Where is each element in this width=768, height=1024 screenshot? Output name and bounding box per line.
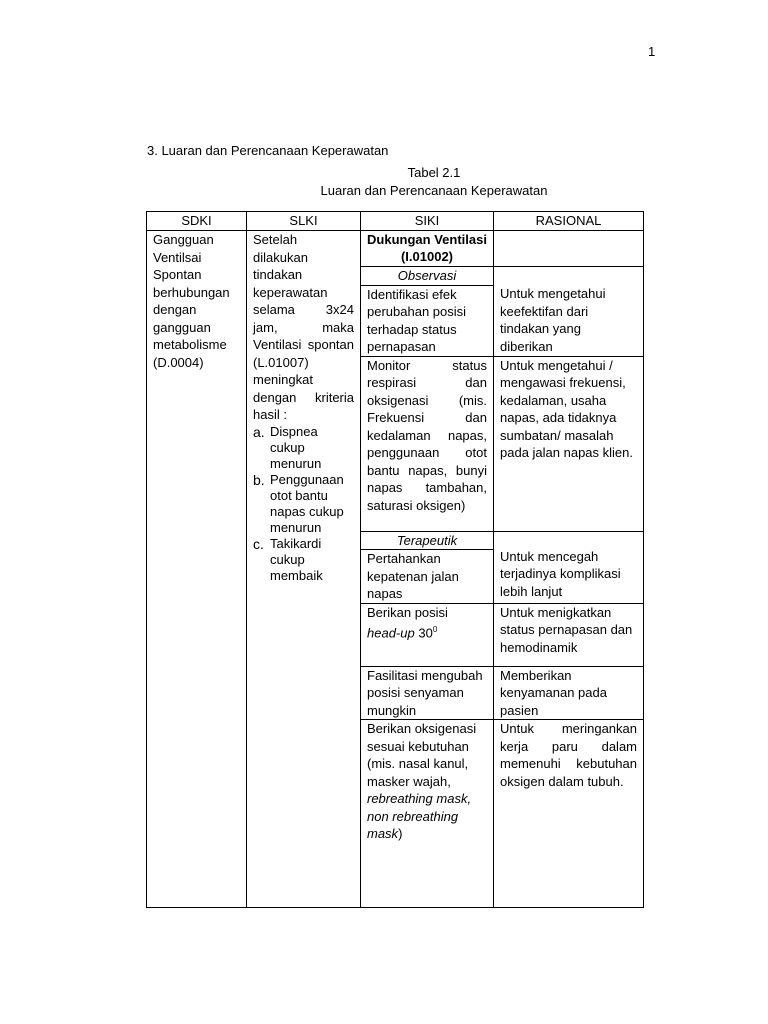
rasional-cell: Untuk mengetahui keefektifan dari tindakan yang diberikan	[494, 267, 644, 357]
terapeutik-label: Terapeutik	[361, 531, 494, 550]
siki-code: (I.01002)	[400, 249, 454, 264]
header-rasional: RASIONAL	[494, 212, 644, 231]
sdki-cell: Gangguan Ventilsai Spontan berhubungan dengan gangguan metabolisme (D.0004)	[147, 231, 247, 908]
table-row	[147, 231, 644, 267]
siki-action-cell: Berikan posisi head-up $30^0$	[361, 603, 494, 666]
table-title	[147, 164, 643, 200]
page-number: 1	[648, 44, 656, 59]
nursing-plan-table	[146, 211, 644, 908]
header-sdki: SDKI	[147, 212, 247, 231]
header-siki: SIKI	[361, 212, 494, 231]
criteria-item: a. Dispnea cukup menurun	[253, 423, 322, 471]
siki-title-cell	[361, 231, 494, 267]
siki-action-cell: Monitor status respirasi dan oksigenasi (mis. Frekuensi dan kedalaman napas, penggunaan otot bantu napas, bunyi napas tambahan, saturasi oksigen)	[361, 356, 494, 531]
rasional-cell: Untuk mencegah terjadinya komplikasi lebih lanjut	[494, 531, 644, 603]
slki-cell	[247, 231, 361, 908]
siki-action-cell: Pertahankan kepatenan jalan napas	[361, 550, 494, 604]
criteria-item: b. Penggunaan otot bantu napas cukup menurun	[253, 471, 344, 535]
header-slki: SLKI	[247, 212, 361, 231]
rasional-cell: Memberikan kenyamanan pada pasien	[494, 666, 644, 720]
table-header-row	[147, 212, 644, 231]
slki-intro: Setelah dilakukan tindakan keperawatan selama 3x24 jam, maka Ventilasi spontan (L.01007) meningkat dengan kriteria hasil :	[253, 232, 354, 422]
rasional-empty-cell	[494, 231, 644, 267]
siki-action-cell: Identifikasi efek perubahan posisi terhadap status pernapasan	[361, 285, 494, 356]
rasional-cell: Untuk meringankan kerja paru dalam memenuhi kebutuhan oksigen dalam tubuh.	[494, 720, 644, 908]
criteria-list	[253, 424, 354, 584]
siki-action-cell: Berikan oksigenasi sesuai kebutuhan (mis. nasal kanul, masker wajah, rebreathing mask, non rebreathing mask)	[361, 720, 494, 908]
siki-title: Dukungan Ventilasi	[367, 232, 487, 247]
observasi-label: Observasi	[361, 267, 494, 286]
table-caption: Luaran dan Perencanaan Keperawatan	[320, 183, 548, 198]
criteria-item: c. Takikardi cukup membaik	[253, 535, 323, 583]
rasional-cell: Untuk mengetahui / mengawasi frekuensi, kedalaman, usaha napas, ada tidaknya sumbatan/ masalah pada jalan napas klien.	[494, 356, 644, 531]
siki-action-cell: Fasilitasi mengubah posisi senyaman mungkin	[361, 666, 494, 720]
section-heading: 3. Luaran dan Perencanaan Keperawatan	[147, 143, 389, 158]
table-label: Tabel 2.1	[407, 165, 461, 180]
rasional-cell: Untuk menigkatkan status pernapasan dan hemodinamik	[494, 603, 644, 666]
